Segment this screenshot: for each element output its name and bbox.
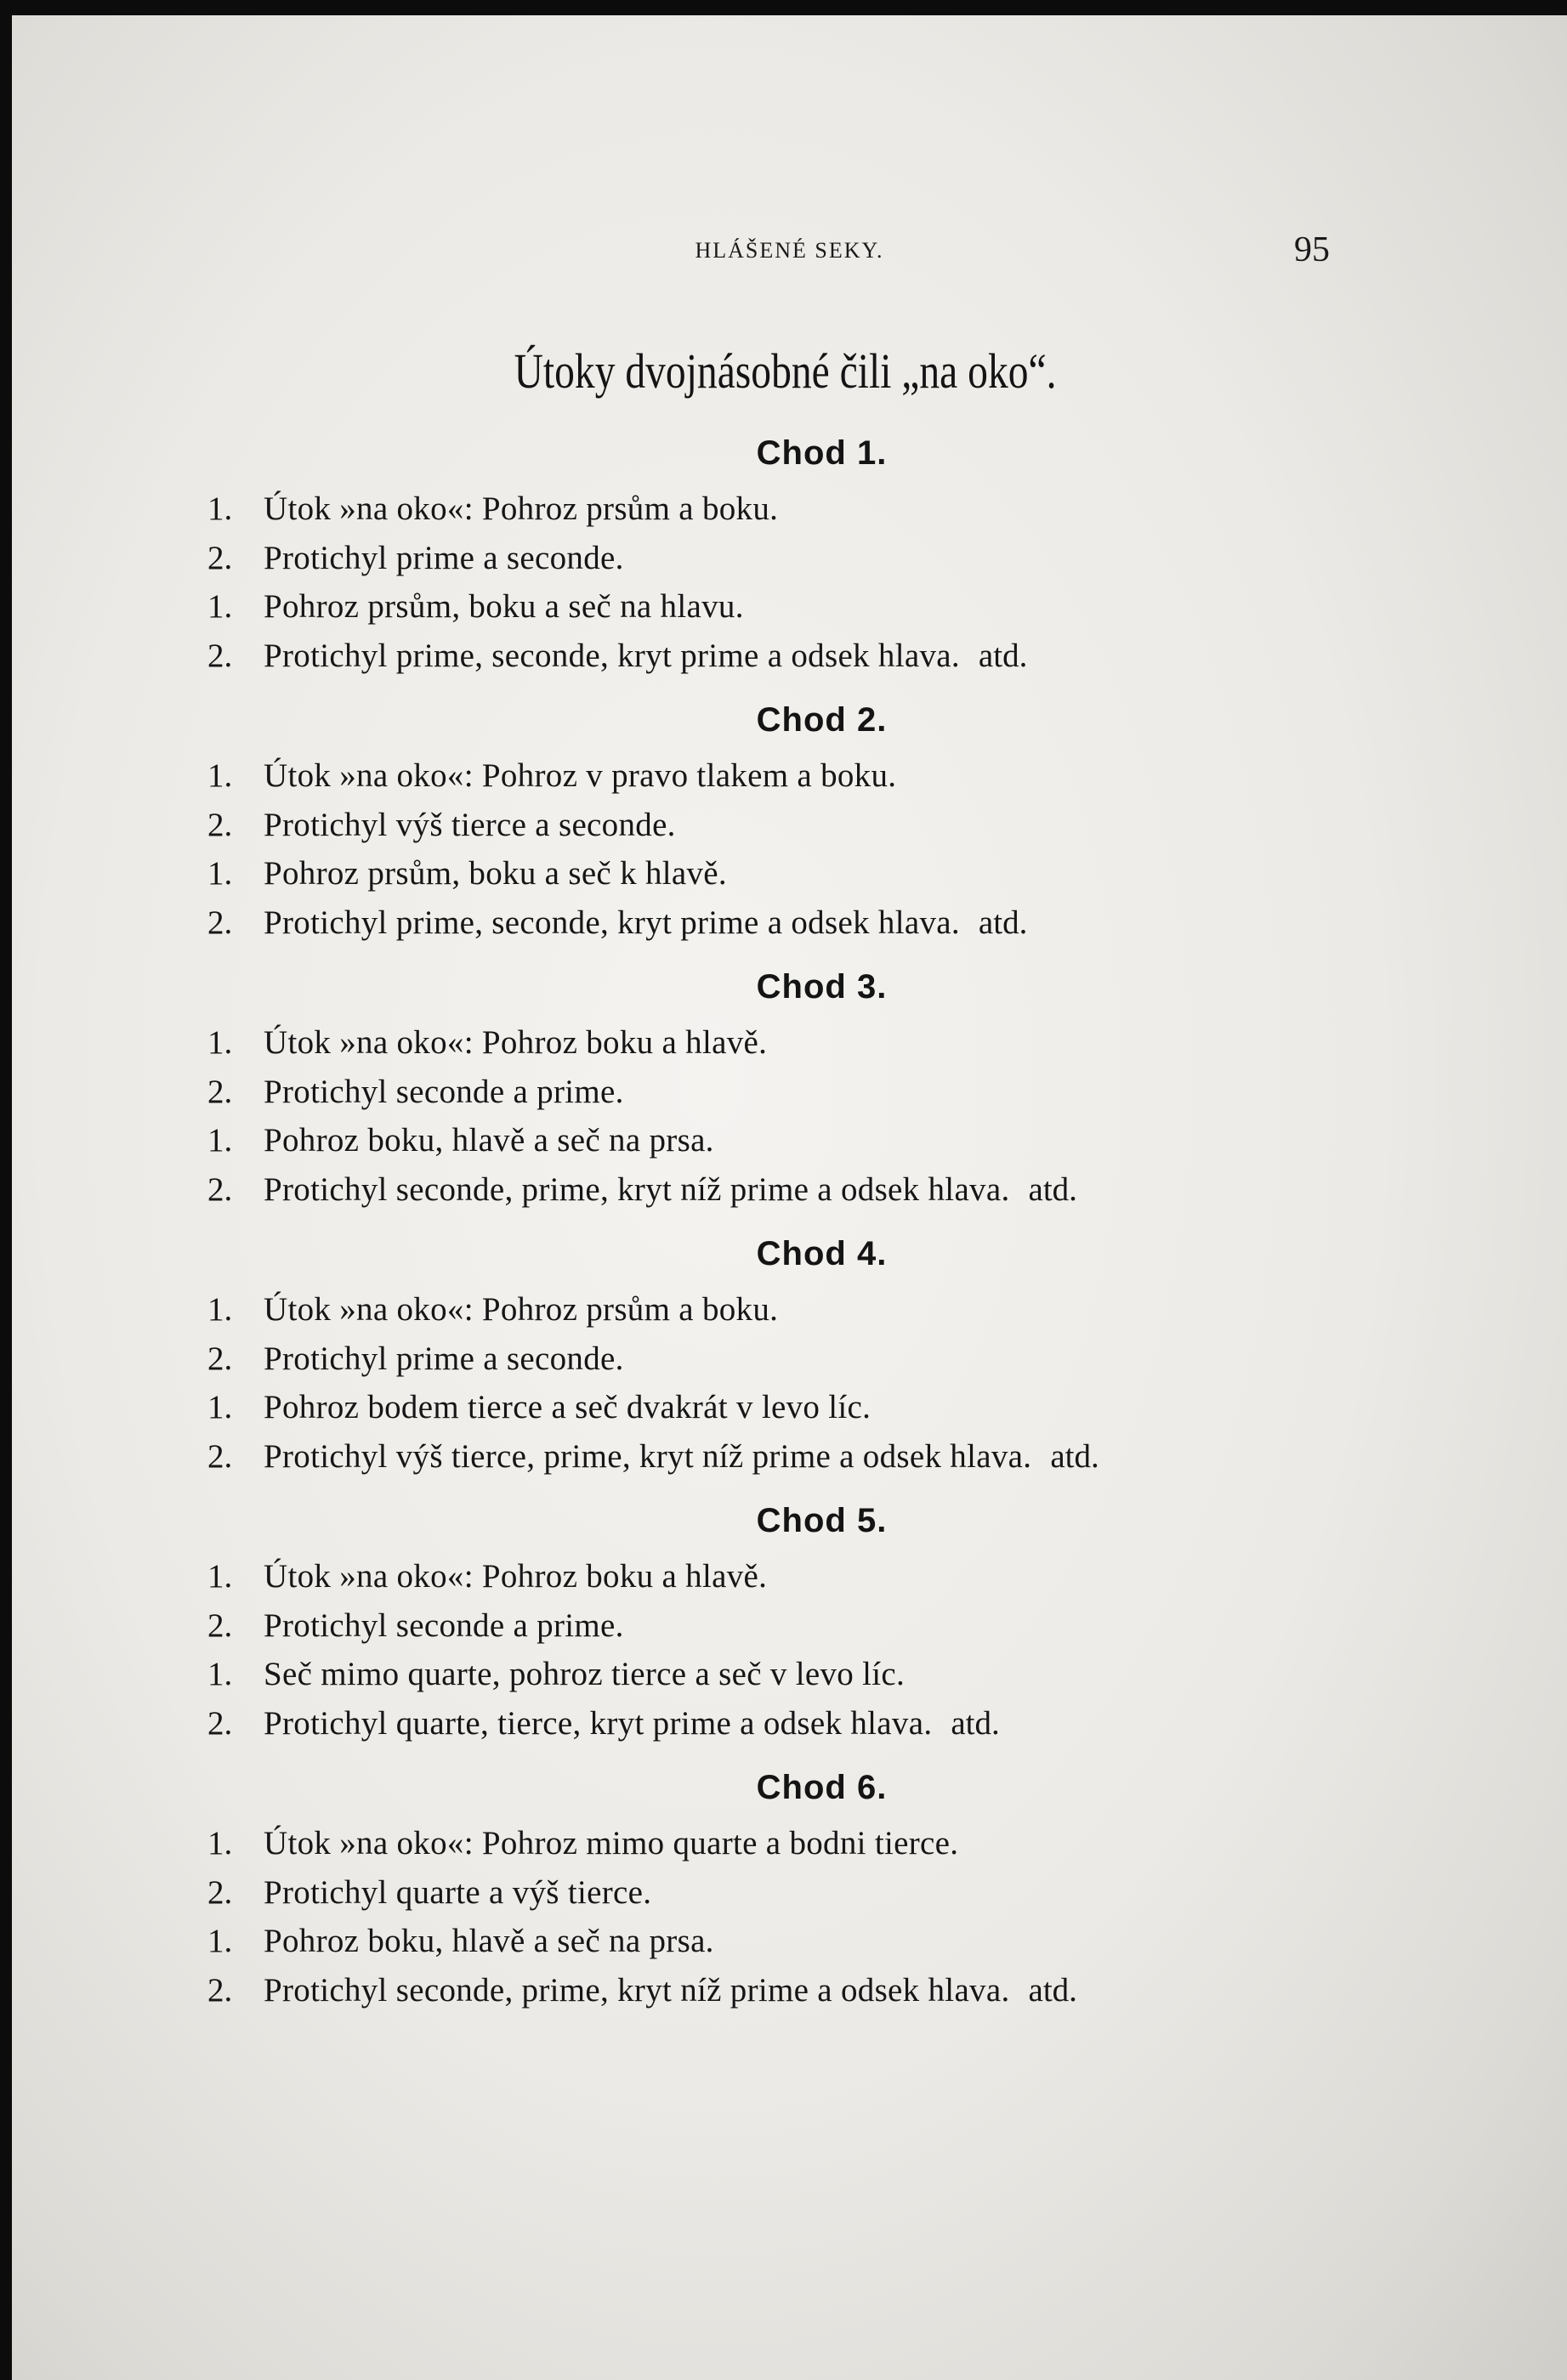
move-text: Pohroz bodem tierce a seč dvakrát v levo líc. [264,1389,872,1425]
move-number: 1. [207,1923,233,1959]
move-line [12,632,1567,681]
move-text: Útok »na oko«: Pohroz boku a hlavě. [264,1024,768,1061]
move-number: 2. [207,1437,233,1475]
move-number: 2. [207,637,233,674]
move-text: Pohroz boku, hlavě a seč na prsa. [264,1923,714,1959]
move-text: Protichyl quarte, tierce, kryt prime a odsek hlava. [264,1704,933,1742]
move-text: Útok »na oko«: Pohroz prsům a boku. [264,490,779,527]
move-number: 2. [207,1606,233,1644]
move-list [12,1819,1567,2014]
move-line [12,1966,1567,2015]
move-suffix: atd. [978,637,1028,674]
move-number: 2. [207,1704,233,1742]
move-line [12,582,1567,632]
chod-heading: Chod 2. [756,701,888,739]
move-line [12,751,1567,801]
move-text: Protichyl quarte a výš tierce. [264,1873,652,1911]
chod-heading: Chod 6. [756,1769,888,1806]
move-line [12,534,1567,583]
move-line [12,1334,1567,1384]
move-line [12,484,1567,534]
move-text: Seč mimo quarte, pohroz tierce a seč v levo líc. [264,1656,906,1692]
move-text: Protichyl seconde a prime. [264,1073,624,1110]
move-suffix: atd. [1028,1170,1077,1208]
move-number: 1. [207,1825,233,1862]
move-line [12,1432,1567,1482]
move-line [12,849,1567,898]
move-number: 1. [207,1389,233,1425]
move-number: 1. [207,490,233,527]
chod-section [12,422,1567,680]
move-number: 1. [207,1558,233,1595]
move-line [12,1601,1567,1651]
chod-section [12,1222,1567,1481]
move-text: Protichyl výš tierce, prime, kryt níž prime a odsek hlava. [264,1437,1032,1475]
move-text: Pohroz boku, hlavě a seč na prsa. [264,1122,714,1159]
move-number: 1. [207,588,233,625]
chod-section [12,688,1567,947]
move-line [12,1868,1567,1918]
move-line [12,1552,1567,1601]
move-suffix: atd. [1050,1437,1099,1475]
chod-section [12,1489,1567,1748]
move-number: 2. [207,1873,233,1911]
move-text: Útok »na oko«: Pohroz mimo quarte a bodni tierce. [264,1825,959,1862]
chod-heading: Chod 5. [756,1502,888,1539]
move-text: Protichyl výš tierce a seconde. [264,806,676,843]
move-text: Útok »na oko«: Pohroz boku a hlavě. [264,1558,768,1595]
page-number: 95 [1294,230,1330,269]
move-number: 1. [207,855,233,892]
left-binding-edge [0,0,12,2380]
move-text: Protichyl seconde, prime, kryt níž prime a odsek hlava. [264,1170,1010,1208]
move-line [12,1383,1567,1432]
move-suffix: atd. [1028,1971,1077,2009]
move-number: 1. [207,1656,233,1692]
move-line [12,1165,1567,1215]
move-line [12,1819,1567,1868]
move-line [12,1285,1567,1334]
move-line [12,801,1567,850]
move-text: Útok »na oko«: Pohroz prsům a boku. [264,1291,779,1328]
move-number: 2. [207,806,233,843]
move-number: 1. [207,757,233,794]
page-content [12,422,1567,2014]
chapter-title: Útoky dvojnásobné čili „na oko“. [514,343,1057,399]
chod-section [12,1756,1567,2014]
chod-section [12,955,1567,1214]
move-line [12,1068,1567,1117]
move-list [12,1285,1567,1481]
move-number: 2. [207,1971,233,2009]
book-page [12,15,1567,2380]
move-suffix: atd. [951,1704,1000,1742]
move-line [12,1699,1567,1748]
move-number: 1. [207,1291,233,1328]
chod-heading: Chod 1. [756,434,888,472]
running-head: HLÁŠENÉ SEKY. [695,238,884,263]
move-line [12,1116,1567,1165]
move-text: Protichyl seconde, prime, kryt níž prime a odsek hlava. [264,1971,1010,2009]
chod-heading: Chod 4. [756,1235,888,1272]
move-number: 1. [207,1122,233,1159]
move-list [12,1552,1567,1748]
move-number: 2. [207,904,233,941]
move-line [12,1650,1567,1699]
move-number: 2. [207,1170,233,1208]
move-line [12,1917,1567,1966]
move-number: 2. [207,1073,233,1110]
move-text: Protichyl prime a seconde. [264,1340,624,1377]
move-text: Pohroz prsům, boku a seč k hlavě. [264,855,727,892]
move-list [12,751,1567,947]
move-list [12,484,1567,680]
move-text: Protichyl prime, seconde, kryt prime a odsek hlava. [264,904,960,941]
move-text: Útok »na oko«: Pohroz v pravo tlakem a boku. [264,757,897,794]
move-text: Protichyl prime, seconde, kryt prime a odsek hlava. [264,637,960,674]
move-suffix: atd. [978,904,1028,941]
move-text: Pohroz prsům, boku a seč na hlavu. [264,588,744,625]
move-number: 1. [207,1024,233,1061]
move-number: 2. [207,539,233,576]
move-text: Protichyl seconde a prime. [264,1606,624,1644]
move-line [12,898,1567,948]
move-text: Protichyl prime a seconde. [264,539,624,576]
move-list [12,1018,1567,1214]
move-number: 2. [207,1340,233,1377]
chod-heading: Chod 3. [756,968,888,1006]
top-binding-edge [0,0,1567,15]
move-line [12,1018,1567,1068]
